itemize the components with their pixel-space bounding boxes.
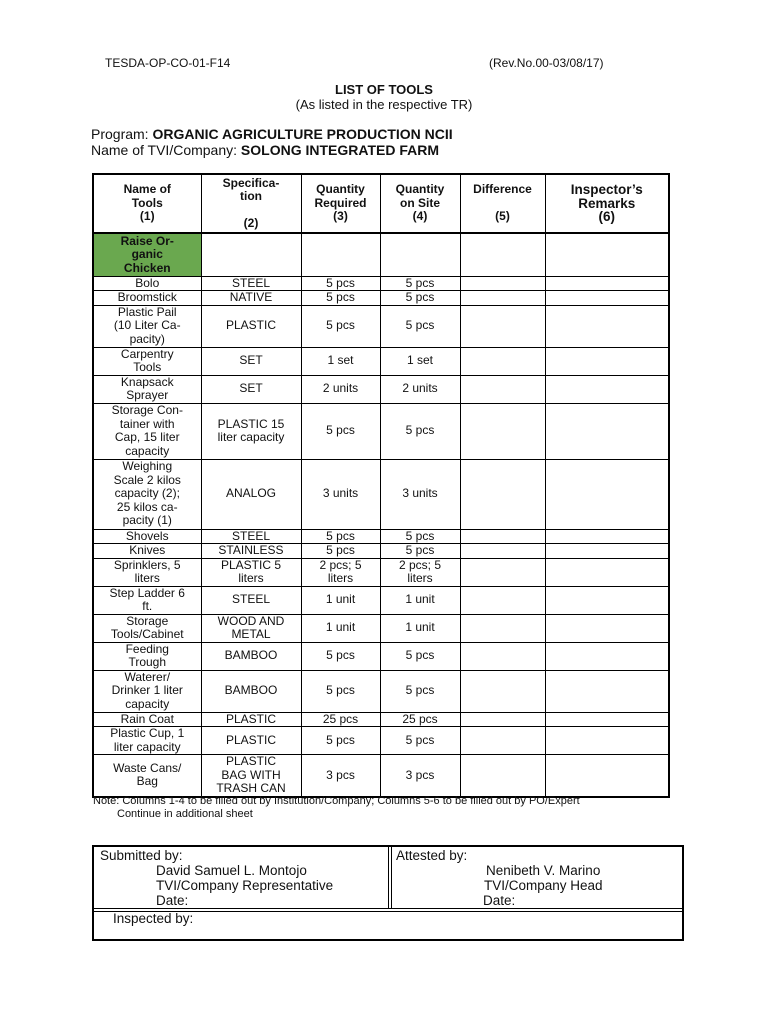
quantity-on-site-text: 5 pcs <box>405 529 435 543</box>
quantity-required-cell <box>301 670 380 712</box>
quantity-required-cell <box>301 544 380 559</box>
tool-name-cell <box>93 347 201 375</box>
submitted-by-label: Submitted by: <box>100 848 183 863</box>
specification-text: ANALOG <box>225 486 276 501</box>
quantity-on-site-cell <box>380 403 460 459</box>
document-title: LIST OF TOOLS <box>335 82 433 97</box>
quantity-required-cell <box>301 459 380 529</box>
specification-cell <box>201 755 301 797</box>
tool-name-text: Storage Tools/Cabinet <box>110 614 184 641</box>
empty-cell <box>201 233 301 276</box>
inspector-remarks-cell <box>545 712 669 727</box>
tool-name-cell <box>93 712 201 727</box>
attested-by-name: Nenibeth V. Marino <box>486 863 601 878</box>
quantity-on-site-text: 5 pcs <box>405 318 435 333</box>
table-row <box>93 586 669 614</box>
company-value: SOLONG INTEGRATED FARM <box>240 142 439 158</box>
tool-name-text: Step Ladder 6 ft. <box>109 586 185 613</box>
inspector-remarks-cell <box>545 670 669 712</box>
tool-name-cell <box>93 558 201 586</box>
difference-cell <box>460 403 545 459</box>
quantity-required-text: 5 pcs <box>326 683 355 698</box>
quantity-required-cell <box>301 276 380 291</box>
quantity-required-text: 5 pcs <box>326 318 355 333</box>
quantity-required-text: 5 pcs <box>326 648 355 663</box>
inspector-remarks-cell <box>545 276 669 291</box>
quantity-required-cell <box>301 642 380 670</box>
inspector-remarks-cell <box>545 755 669 797</box>
table-row <box>93 276 669 291</box>
table-row <box>93 670 669 712</box>
tool-name-text: Knapsack Sprayer <box>120 375 174 402</box>
difference-cell <box>460 586 545 614</box>
difference-cell <box>460 529 545 544</box>
specification-text: STEEL <box>231 276 270 290</box>
tool-name-cell <box>93 614 201 642</box>
difference-cell <box>460 614 545 642</box>
quantity-on-site-cell <box>380 291 460 306</box>
signature-vertical-divider <box>388 847 392 908</box>
inspector-remarks-cell <box>545 305 669 347</box>
table-header-row <box>93 174 669 233</box>
quantity-required-text: 5 pcs <box>326 732 355 747</box>
header-inspector-remarks: Inspector’s Remarks (6) <box>545 174 669 233</box>
quantity-on-site-cell <box>380 544 460 559</box>
table-row <box>93 614 669 642</box>
quantity-required-text: 5 pcs <box>326 543 355 557</box>
quantity-on-site-text: 5 pcs <box>405 543 435 557</box>
table-row <box>93 727 669 755</box>
tool-name-text: Carpentry Tools <box>120 347 174 374</box>
specification-cell <box>201 347 301 375</box>
inspector-remarks-cell <box>545 529 669 544</box>
quantity-on-site-cell <box>380 347 460 375</box>
table-row <box>93 712 669 727</box>
header-quantity-on-site: Quantity on Site (4) <box>380 174 460 233</box>
tool-name-text: Bolo <box>135 276 160 290</box>
empty-cell <box>380 233 460 276</box>
difference-cell <box>460 291 545 306</box>
quantity-on-site-cell <box>380 586 460 614</box>
specification-cell <box>201 276 301 291</box>
difference-cell <box>460 375 545 403</box>
inspector-remarks-cell <box>545 403 669 459</box>
inspector-remarks-cell <box>545 291 669 306</box>
header-difference: Difference (5) <box>460 174 545 233</box>
quantity-on-site-cell <box>380 459 460 529</box>
inspector-remarks-cell <box>545 347 669 375</box>
quantity-required-text: 1 unit <box>325 592 356 607</box>
inspector-remarks-cell <box>545 375 669 403</box>
company-line <box>91 142 439 158</box>
program-label: Program: <box>91 126 149 142</box>
table-note: Note: Columns 1-4 to be filled out by Institution/Company; Columns 5-6 to be filled out by PO/Expert <box>93 795 580 807</box>
inspector-remarks-cell <box>545 586 669 614</box>
difference-cell <box>460 544 545 559</box>
difference-cell <box>460 727 545 755</box>
quantity-on-site-text: 1 set <box>406 353 433 368</box>
specification-text: STEEL <box>231 592 270 607</box>
quantity-on-site-cell <box>380 529 460 544</box>
category-row <box>93 233 669 276</box>
inspector-remarks-cell <box>545 727 669 755</box>
quantity-required-text: 25 pcs <box>322 712 359 726</box>
quantity-on-site-text: 5 pcs <box>405 423 435 438</box>
quantity-required-text: 5 pcs <box>326 529 355 543</box>
inspected-by-label: Inspected by: <box>113 911 194 926</box>
difference-cell <box>460 755 545 797</box>
quantity-on-site-cell <box>380 712 460 727</box>
attested-by-role: TVI/Company Head <box>484 878 603 893</box>
quantity-required-text: 5 pcs <box>326 276 355 290</box>
quantity-on-site-cell <box>380 755 460 797</box>
quantity-on-site-text: 25 pcs <box>402 712 438 726</box>
empty-cell <box>301 233 380 276</box>
submitted-by-name: David Samuel L. Montojo <box>156 863 307 878</box>
specification-text: NATIVE <box>229 290 273 304</box>
quantity-required-text: 5 pcs <box>326 290 355 304</box>
specification-text: PLASTIC <box>225 712 276 726</box>
tool-name-text: Feeding Trough <box>125 642 169 669</box>
specification-text: SET <box>239 353 263 368</box>
quantity-required-text: 2 pcs; 5 liters <box>319 558 362 585</box>
quantity-on-site-cell <box>380 375 460 403</box>
tool-name-cell <box>93 459 201 529</box>
quantity-required-cell <box>301 755 380 797</box>
specification-cell <box>201 558 301 586</box>
specification-cell <box>201 291 301 306</box>
table-row <box>93 642 669 670</box>
specification-cell <box>201 544 301 559</box>
specification-cell <box>201 712 301 727</box>
table-row <box>93 305 669 347</box>
specification-text: BAMBOO <box>224 683 278 698</box>
document-subtitle: (As listed in the respective TR) <box>295 97 473 112</box>
quantity-on-site-text: 5 pcs <box>405 276 435 290</box>
table-row <box>93 529 669 544</box>
table-row <box>93 375 669 403</box>
table-row <box>93 347 669 375</box>
quantity-required-cell <box>301 558 380 586</box>
specification-cell <box>201 614 301 642</box>
inspector-remarks-cell <box>545 642 669 670</box>
quantity-required-text: 1 set <box>327 353 354 368</box>
attested-date-label: Date: <box>483 893 516 908</box>
specification-text: STAINLESS <box>218 543 284 557</box>
specification-text: PLASTIC 15 liter capacity <box>217 416 285 444</box>
tool-name-cell <box>93 586 201 614</box>
difference-cell <box>460 276 545 291</box>
quantity-required-text: 3 units <box>322 486 359 501</box>
tool-name-text: Shovels <box>125 529 169 543</box>
tool-name-text: Waterer/ Drinker 1 liter capacity <box>111 670 183 711</box>
table-row <box>93 459 669 529</box>
revision-number: (Rev.No.00-03/08/17) <box>489 56 604 70</box>
tool-name-cell <box>93 529 201 544</box>
specification-text: PLASTIC BAG WITH TRASH CAN <box>216 754 286 795</box>
quantity-on-site-text: 1 unit <box>405 620 435 635</box>
specification-text: PLASTIC 5 liters <box>220 558 282 585</box>
tool-name-cell <box>93 305 201 347</box>
program-value: ORGANIC AGRICULTURE PRODUCTION NCII <box>152 126 453 142</box>
quantity-on-site-cell <box>380 558 460 586</box>
specification-cell <box>201 529 301 544</box>
tool-name-text: Plastic Pail (10 Liter Ca- pacity) <box>113 305 181 346</box>
quantity-on-site-cell <box>380 614 460 642</box>
quantity-on-site-cell <box>380 305 460 347</box>
specification-text: STEEL <box>231 529 270 543</box>
difference-cell <box>460 558 545 586</box>
specification-cell <box>201 586 301 614</box>
specification-cell <box>201 670 301 712</box>
quantity-required-cell <box>301 727 380 755</box>
empty-cell <box>460 233 545 276</box>
form-code: TESDA-OP-CO-01-F14 <box>105 56 231 70</box>
specification-text: BAMBOO <box>224 648 278 663</box>
inspector-remarks-cell <box>545 614 669 642</box>
tool-name-text: Storage Con- tainer with Cap, 15 liter capacity <box>111 403 183 458</box>
attested-by-label: Attested by: <box>396 848 468 863</box>
tool-name-cell <box>93 403 201 459</box>
specification-text: WOOD AND METAL <box>217 614 285 641</box>
signature-block <box>92 845 684 941</box>
quantity-required-cell <box>301 712 380 727</box>
specification-cell <box>201 403 301 459</box>
tool-name-text: Plastic Cup, 1 liter capacity <box>110 726 185 754</box>
quantity-on-site-text: 5 pcs <box>405 290 435 304</box>
difference-cell <box>460 712 545 727</box>
tool-name-cell <box>93 544 201 559</box>
quantity-required-cell <box>301 529 380 544</box>
tool-name-text: Broomstick <box>117 290 177 304</box>
quantity-on-site-cell <box>380 727 460 755</box>
quantity-on-site-text: 3 units <box>402 486 438 501</box>
quantity-on-site-cell <box>380 670 460 712</box>
specification-cell <box>201 375 301 403</box>
table-row <box>93 291 669 306</box>
tool-name-cell <box>93 291 201 306</box>
tool-name-text: Sprinklers, 5 liters <box>113 558 181 585</box>
quantity-required-text: 5 pcs <box>326 423 355 438</box>
specification-text: SET <box>239 381 263 396</box>
table-row <box>93 544 669 559</box>
quantity-required-text: 2 units <box>322 381 359 396</box>
tools-table <box>92 173 670 798</box>
specification-cell <box>201 459 301 529</box>
difference-cell <box>460 347 545 375</box>
program-line <box>91 126 453 142</box>
specification-cell <box>201 642 301 670</box>
submitted-by-role: TVI/Company Representative <box>156 878 334 893</box>
specification-cell <box>201 305 301 347</box>
category-cell: Raise Or- ganic Chicken <box>93 233 201 276</box>
specification-text: PLASTIC <box>225 318 276 333</box>
tool-name-cell <box>93 375 201 403</box>
quantity-on-site-cell <box>380 276 460 291</box>
tool-name-cell <box>93 727 201 755</box>
tool-name-text: Waste Cans/ Bag <box>113 760 182 789</box>
difference-cell <box>460 642 545 670</box>
quantity-required-text: 3 pcs <box>326 767 355 782</box>
header-specification: Specifica- tion (2) <box>201 174 301 233</box>
inspector-remarks-cell <box>545 459 669 529</box>
quantity-required-cell <box>301 291 380 306</box>
tool-name-text: Rain Coat <box>120 712 174 726</box>
table-row <box>93 755 669 797</box>
quantity-required-text: 1 unit <box>325 620 356 635</box>
tool-name-cell <box>93 642 201 670</box>
header-name-of-tools: Name of Tools (1) <box>93 174 201 233</box>
difference-cell <box>460 305 545 347</box>
difference-cell <box>460 670 545 712</box>
quantity-on-site-text: 3 pcs <box>405 767 435 782</box>
table-row <box>93 403 669 459</box>
quantity-required-cell <box>301 586 380 614</box>
quantity-on-site-text: 5 pcs <box>405 683 435 698</box>
quantity-required-cell <box>301 347 380 375</box>
quantity-on-site-text: 2 units <box>402 381 438 396</box>
quantity-required-cell <box>301 305 380 347</box>
tool-name-text: Knives <box>129 543 166 557</box>
specification-text: PLASTIC <box>225 732 276 747</box>
table-row <box>93 558 669 586</box>
inspector-remarks-cell <box>545 544 669 559</box>
quantity-on-site-text: 1 unit <box>405 592 435 607</box>
quantity-required-cell <box>301 375 380 403</box>
company-label: Name of TVI/Company: <box>91 142 238 158</box>
quantity-required-cell <box>301 403 380 459</box>
tool-name-text: Weighing Scale 2 kilos capacity (2); 25 kilos ca- pacity (1) <box>113 459 181 528</box>
inspector-remarks-cell <box>545 558 669 586</box>
difference-cell <box>460 459 545 529</box>
empty-cell <box>545 233 669 276</box>
quantity-on-site-cell <box>380 642 460 670</box>
tool-name-cell <box>93 276 201 291</box>
quantity-on-site-text: 2 pcs; 5 liters <box>398 558 442 585</box>
quantity-required-cell <box>301 614 380 642</box>
quantity-on-site-text: 5 pcs <box>405 648 435 663</box>
continuation-note: Continue in additional sheet <box>117 808 253 820</box>
header-quantity-required: Quantity Required (3) <box>301 174 380 233</box>
tool-name-cell <box>93 755 201 797</box>
submitted-date-label: Date: <box>156 893 189 908</box>
tool-name-cell <box>93 670 201 712</box>
quantity-on-site-text: 5 pcs <box>405 732 435 747</box>
specification-cell <box>201 727 301 755</box>
